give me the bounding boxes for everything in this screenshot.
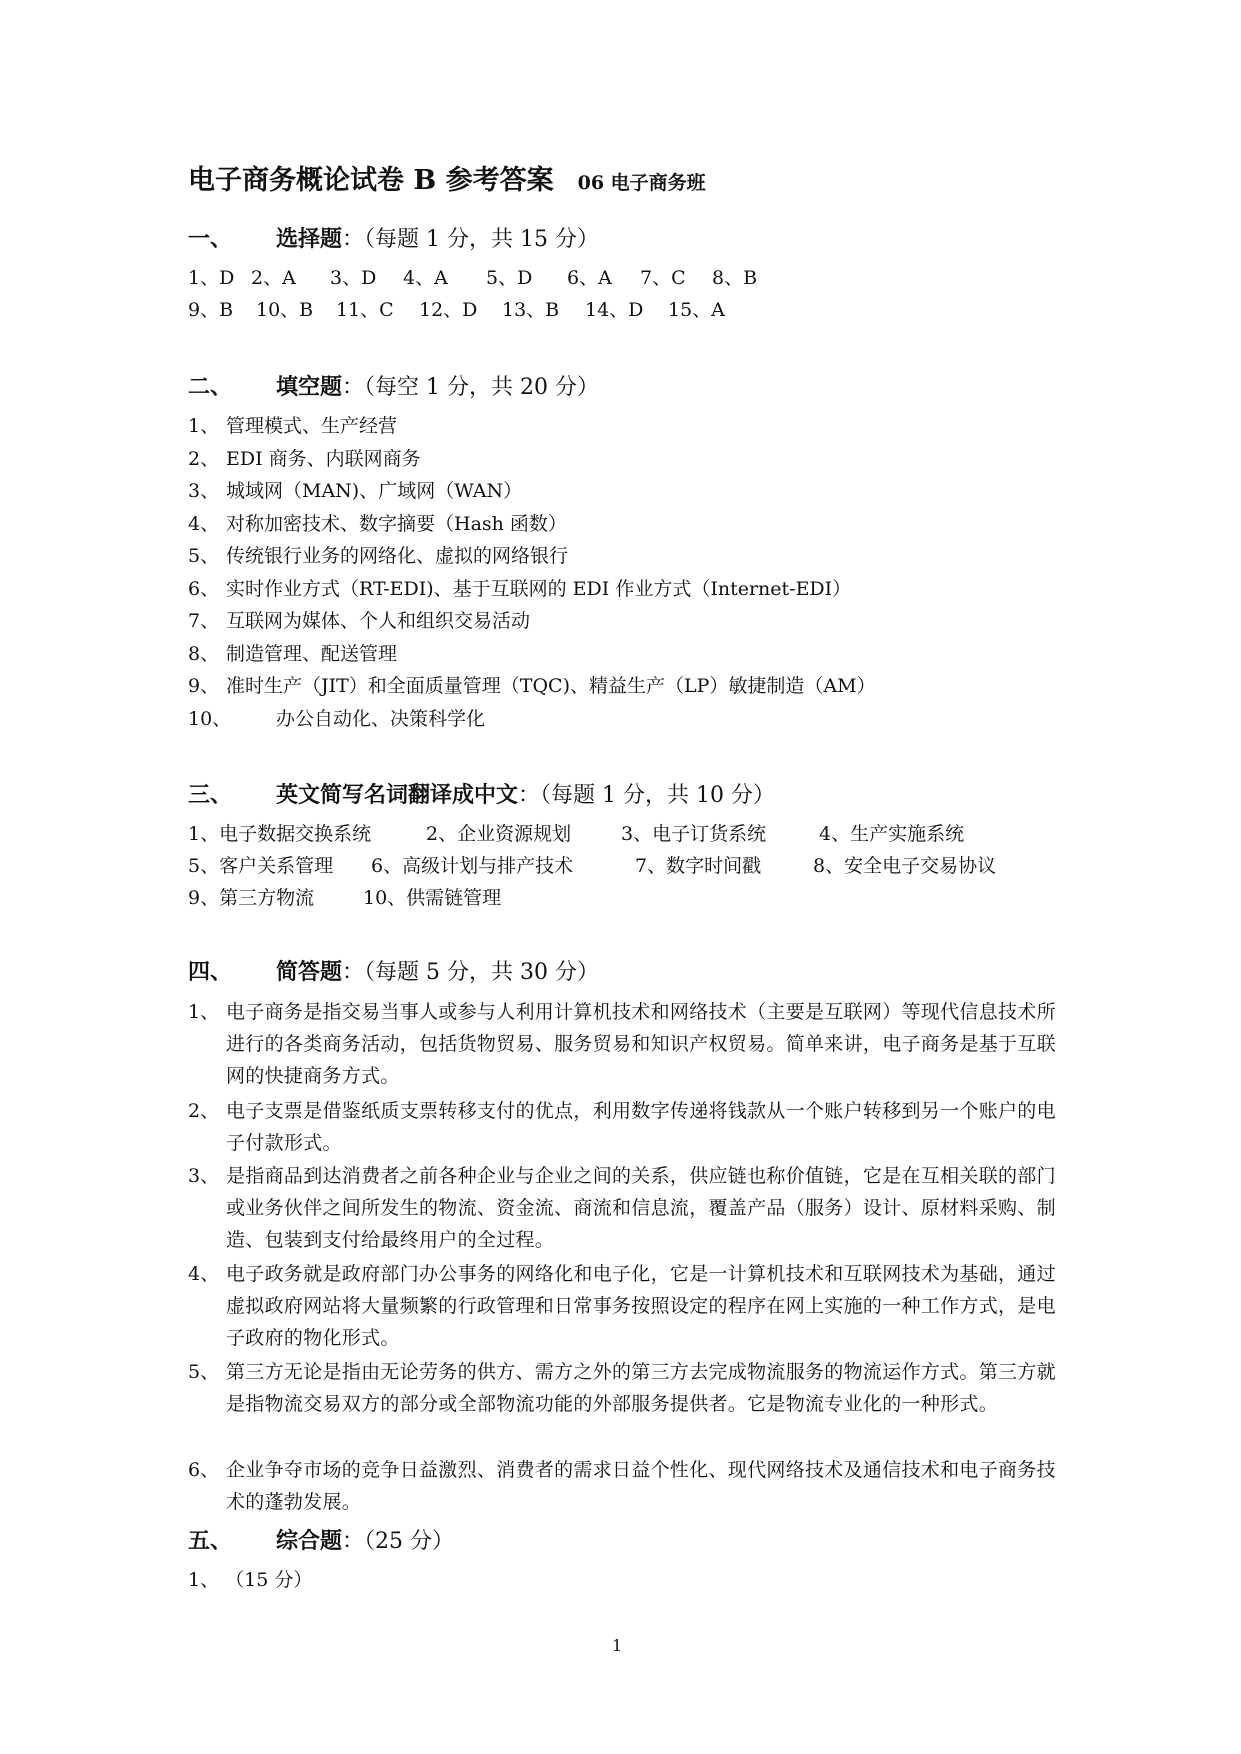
section-score-note: ：（25 分）: [342, 1529, 455, 1554]
answer: 10、B: [256, 299, 314, 321]
answer: 3、D: [330, 267, 377, 289]
short-answer: 4、 电子政务就是政府部门办公事务的网络化和电子化，它是一计算机技术和互联网技术为基础，通过虚拟政府网站将大量频繁的行政管理和日常事务按照设定的程序在网上实施的一种工作方式，是电子政府的物化形式。: [188, 1263, 1056, 1349]
section-name: 选择题: [276, 226, 343, 252]
section-number: 一、: [188, 226, 233, 252]
page-number: 1: [612, 1636, 623, 1655]
document-title: [188, 163, 706, 201]
short-answer: 2、 电子支票是借鉴纸质支票转移支付的优点，利用数字传递将钱款从一个账户转移到另一个账户的电子付款形式。: [188, 1100, 1056, 1154]
section-2-heading: [188, 372, 599, 403]
answer: 2、A: [251, 267, 296, 289]
section-number: 三、: [188, 782, 233, 808]
class-subtitle: 06 电子商务班: [577, 172, 706, 194]
fill-answer: 4、 对称加密技术、数字摘要（Hash 函数）: [188, 513, 567, 535]
answer: 6、A: [567, 267, 612, 289]
fill-answer: 1、 管理模式、生产经营: [188, 415, 398, 437]
fill-answer: 7、 互联网为媒体、个人和组织交易活动: [188, 610, 531, 632]
section-score-note: ：（每题 1 分，共 15 分）: [342, 227, 599, 252]
section-name: 简答题: [276, 959, 343, 985]
fill-answer: 10、 办公自动化、决策科学化: [188, 708, 486, 730]
section-score-note: ：（每题 1 分，共 10 分）: [518, 783, 775, 808]
translation-answers-row-2: 5、客户关系管理 6、高级计划与排产技术 7、数字时间戳 8、安全电子交易协议: [188, 855, 997, 877]
title-text: 电子商务概论试卷 B 参考答案: [188, 165, 554, 196]
section-score-note: ：（每空 1 分，共 20 分）: [342, 375, 599, 400]
short-answer: 5、 第三方无论是指由无论劳务的供方、需方之外的第三方去完成物流服务的物流运作方式。第三方就是指物流交易双方的部分或全部物流功能的外部服务提供者。它是物流专业化的一种形式。: [188, 1361, 1056, 1415]
choice-answers-row-1: [188, 264, 757, 292]
answer: 1、D: [188, 267, 235, 289]
section-name: 填空题: [276, 374, 343, 400]
section-number: 四、: [188, 959, 233, 985]
answer: 4、A: [403, 267, 448, 289]
choice-answers-row-2: [188, 296, 725, 324]
translation-answers-row-3: 9、第三方物流 10、供需链管理: [188, 887, 502, 909]
comprehensive-item-1: 1、 （15 分）: [188, 1569, 313, 1591]
section-5-heading: [188, 1526, 454, 1557]
translation-answers-row-1: 1、电子数据交换系统 2、企业资源规划 3、电子订货系统 4、生产实施系统: [188, 823, 965, 845]
answer: 13、B: [502, 299, 560, 321]
fill-answer: 8、 制造管理、配送管理: [188, 643, 398, 665]
answer: 5、D: [486, 267, 533, 289]
answer: 9、B: [188, 299, 234, 321]
section-name: 综合题: [276, 1528, 343, 1554]
answer: 8、B: [712, 267, 758, 289]
section-score-note: ：（每题 5 分，共 30 分）: [342, 960, 599, 985]
answer: 15、A: [668, 299, 725, 321]
short-answer: 1、 电子商务是指交易当事人或参与人利用计算机技术和网络技术（主要是互联网）等现代信息技术所进行的各类商务活动，包括货物贸易、服务贸易和知识产权贸易。简单来讲，电子商务是基于互联网的快捷商务方式。: [188, 1001, 1056, 1087]
answer: 7、C: [640, 267, 686, 289]
section-4-heading: [188, 957, 599, 988]
section-number: 五、: [188, 1528, 233, 1554]
short-answer: 6、 企业争夺市场的竞争日益激烈、消费者的需求日益个性化、现代网络技术及通信技术和电子商务技术的蓬勃发展。: [188, 1459, 1056, 1513]
answer: 11、C: [336, 299, 394, 321]
answer: 12、D: [419, 299, 478, 321]
section-name: 英文简写名词翻译成中文: [276, 782, 519, 808]
section-3-heading: [188, 780, 775, 811]
section-number: 二、: [188, 374, 233, 400]
fill-answer: 2、 EDI 商务、内联网商务: [188, 448, 421, 470]
answer: 14、D: [585, 299, 644, 321]
short-answer: 3、 是指商品到达消费者之前各种企业与企业之间的关系，供应链也称价值链，它是在互相关联的部门或业务伙伴之间所发生的物流、资金流、商流和信息流，覆盖产品（服务）设计、原材料采购、制造、包装到支付给最终用户的全过程。: [188, 1165, 1056, 1251]
fill-answer: 5、 传统银行业务的网络化、虚拟的网络银行: [188, 545, 569, 567]
section-1-heading: [188, 224, 599, 255]
fill-answer: 9、 准时生产（JIT）和全面质量管理（TQC)、精益生产（LP）敏捷制造（AM）: [188, 675, 876, 697]
fill-answer: 3、 城域网（MAN)、广域网（WAN）: [188, 480, 523, 502]
fill-answer: 6、 实时作业方式（RT-EDI)、基于互联网的 EDI 作业方式（Internet-EDI）: [188, 578, 852, 600]
